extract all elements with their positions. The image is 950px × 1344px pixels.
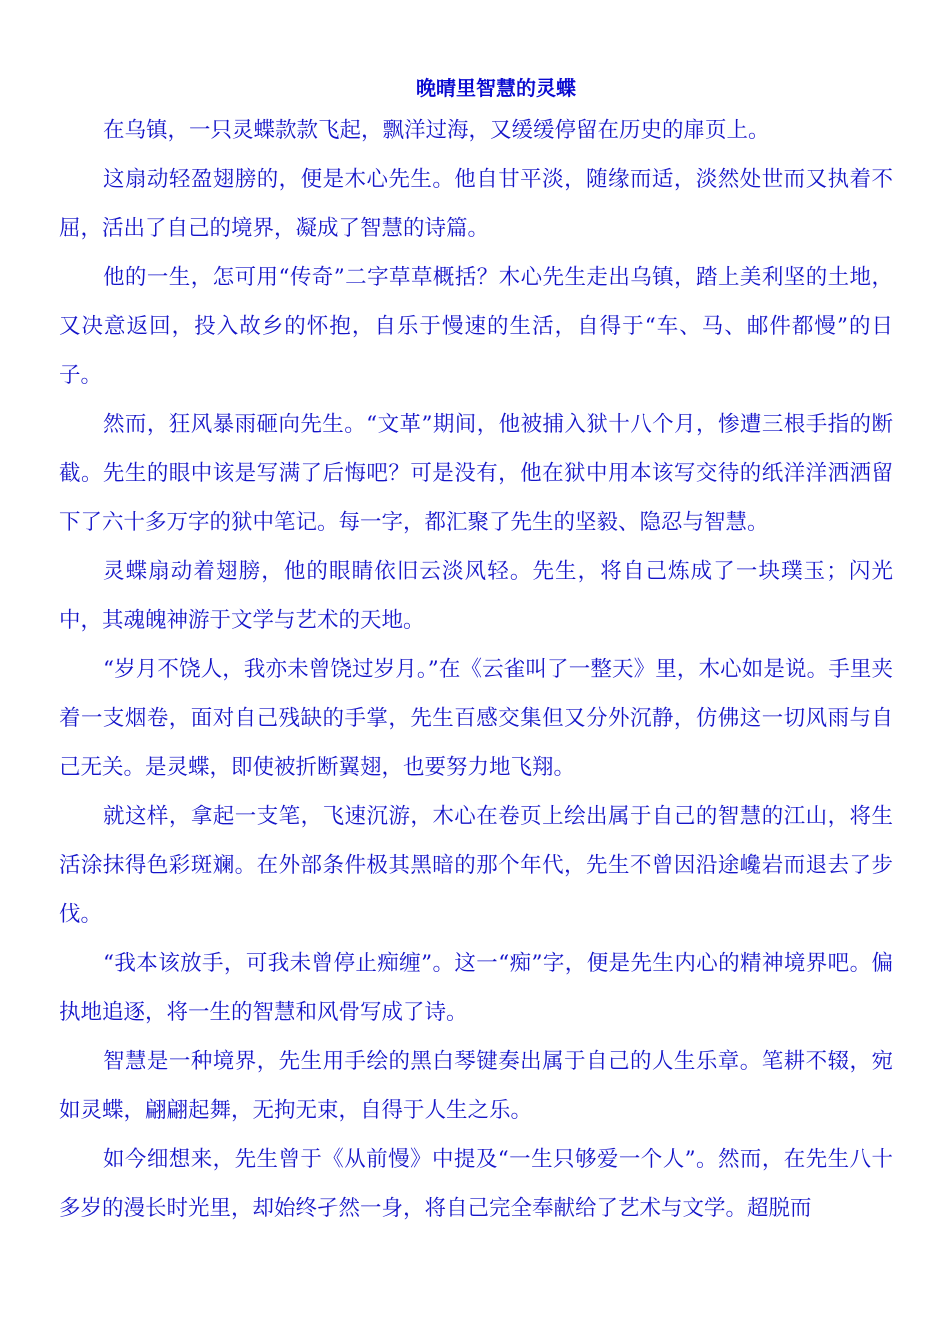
paragraph-7: 就这样，拿起一支笔，飞速沉游，木心在卷页上绘出属于自己的智慧的江山，将生活涂抹得色彩斑斓。在外部条件极其黑暗的那个年代，先生不曾因沿途巉岩而退去了步伐。	[59, 804, 893, 927]
document-page	[59, 70, 893, 1233]
paragraph-1: 在乌镇，一只灵蝶款款飞起，飘洋过海，又缓缓停留在历史的扉页上。	[103, 118, 770, 143]
document-title: 晚晴里智慧的灵蝶	[416, 76, 576, 100]
paragraph-9: 智慧是一种境界，先生用手绘的黑白琴键奏出属于自己的人生乐章。笔耕不辍，宛如灵蝶，翩翩起舞，无拘无束，自得于人生之乐。	[59, 1049, 893, 1123]
paragraph-5: 灵蝶扇动着翅膀，他的眼睛依旧云淡风轻。先生，将自己炼成了一块璞玉；闪光中，其魂魄神游于文学与艺术的天地。	[59, 559, 893, 633]
paragraph-10: 如今细想来，先生曾于《从前慢》中提及“一生只够爱一个人”。然而，在先生八十多岁的漫长时光里，却始终孑然一身，将自己完全奉献给了艺术与文学。超脱而	[59, 1147, 893, 1221]
paragraph-8: “我本该放手，可我未曾停止痴缠”。这一“痴”字，便是先生内心的精神境界吧。偏执地追逐，将一生的智慧和风骨写成了诗。	[59, 951, 893, 1025]
paragraph-6: “岁月不饶人，我亦未曾饶过岁月。”在《云雀叫了一整天》里，木心如是说。手里夹着一支烟卷，面对自己残缺的手掌，先生百感交集但又分外沉静，仿佛这一切风雨与自己无关。是灵蝶，即使被折断翼翅，也要努力地飞翔。	[59, 657, 893, 780]
paragraph-3: 他的一生，怎可用“传奇”二字草草概括？木心先生走出乌镇，踏上美利坚的土地，又决意返回，投入故乡的怀抱，自乐于慢速的生活，自得于“车、马、邮件都慢”的日子。	[59, 265, 893, 388]
paragraph-2: 这扇动轻盈翅膀的，便是木心先生。他自甘平淡，随缘而适，淡然处世而又执着不屈，活出了自己的境界，凝成了智慧的诗篇。	[59, 167, 893, 241]
paragraph-4: 然而，狂风暴雨砸向先生。“文革”期间，他被捕入狱十八个月，惨遭三根手指的断截。先生的眼中该是写满了后悔吧？可是没有，他在狱中用本该写交待的纸洋洋洒洒留下了六十多万字的狱中笔记。每一字，都汇聚了先生的坚毅、隐忍与智慧。	[59, 412, 893, 535]
